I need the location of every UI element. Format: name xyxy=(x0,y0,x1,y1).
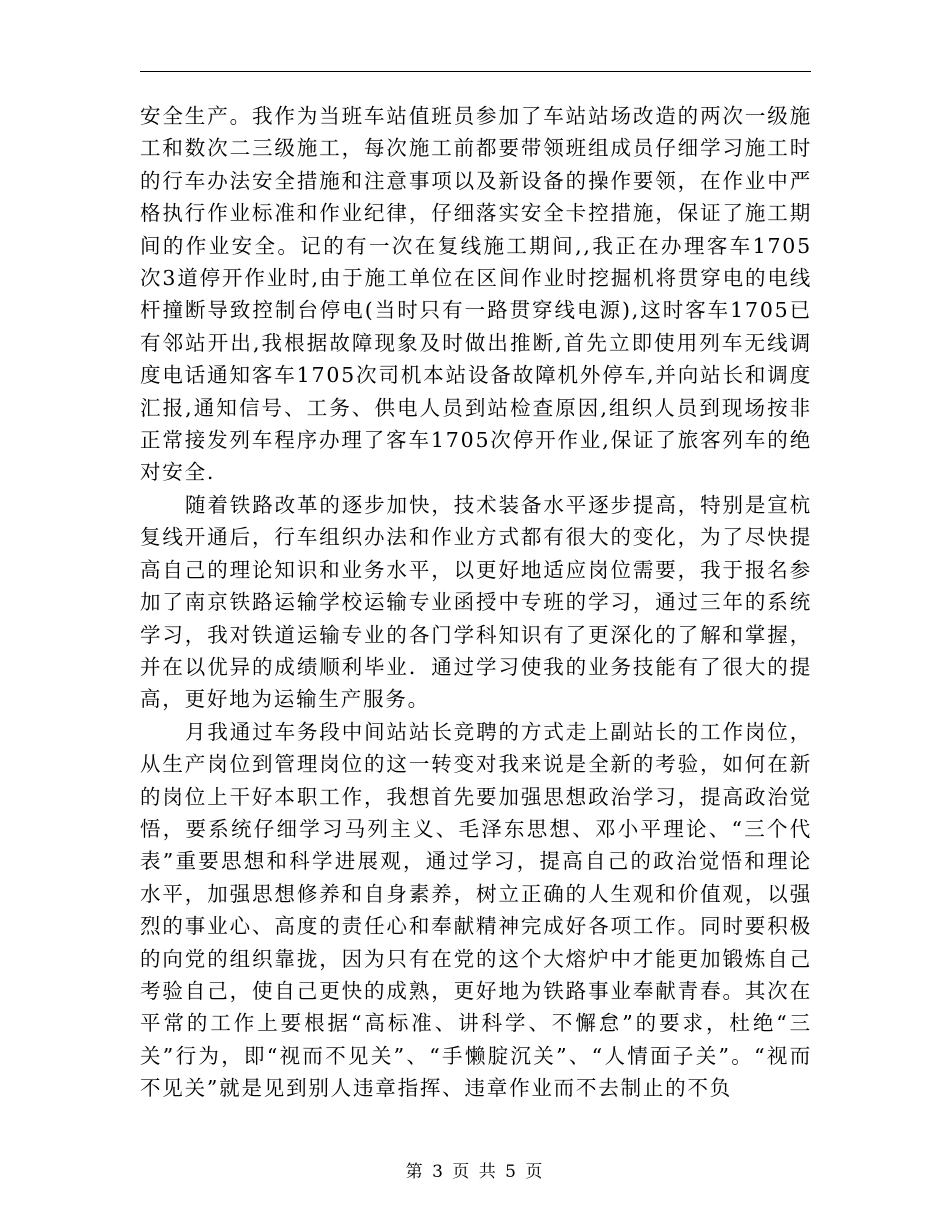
paragraph-3: 月我通过车务段中间站站长竞聘的方式走上副站长的工作岗位，从生产岗位到管理岗位的这一转变对我来说是全新的考验，如何在新的岗位上干好本职工作，我想首先要加强思想政治学习，提高政治觉悟，要系统仔细学习马列主义、毛泽东思想、邓小平理论、“三个代表”重要思想和科学进展观，通过学习，提高自己的政治觉悟和理论水平，加强思想修养和自身素养，树立正确的人生观和价值观，以强烈的事业心、高度的责任心和奉献精神完成好各项工作。同时要积极的向党的组织靠拢，因为只有在党的这个大熔炉中才能更加锻炼自己考验自己，使自己更快的成熟，更好地为铁路事业奉献青春。其次在平常的工作上要根据“高标准、讲科学、不懈怠”的要求，杜绝“三关”行为，即“视而不见关”、“手懒腚沉关”、“人情面子关”。“视而不见关”就是见到别人违章指挥、违章作业而不去制止的不负 xyxy=(140,719,812,1101)
header-rule xyxy=(140,71,811,72)
paragraph-1: 安全生产。我作为当班车站值班员参加了车站站场改造的两次一级施工和数次二三级施工，每次施工前都要带领班组成员仔细学习施工时的行车办法安全措施和注意事项以及新设备的操作要领，在作业中严格执行作业标准和作业纪律，仔细落实安全卡控措施，保证了施工期间的作业安全。记的有一次在复线施工期间,,我正在办理客车1705次3道停开作业时,由于施工单位在区间作业时挖掘机将贯穿电的电线杆撞断导致控制台停电(当时只有一路贯穿线电源),这时客车1705已有邻站开出,我根据故障现象及时做出推断,首先立即使用列车无线调度电话通知客车1705次司机本站设备故障机外停车,并向站长和调度汇报,通知信号、工务、供电人员到站检查原因,组织人员到现场按非正常接发列车程序办理了客车1705次停开作业,保证了旅客列车的绝对安全. xyxy=(140,104,812,485)
page-footer: 第 3 页 共 5 页 xyxy=(405,1162,545,1182)
page-body xyxy=(140,100,812,1105)
paragraph-2: 随着铁路改革的逐步加快，技术装备水平逐步提高，特别是宣杭复线开通后，行车组织办法和作业方式都有很大的变化，为了尽快提高自己的理论知识和业务水平，以更好地适应岗位需要，我于报名参加了南京铁路运输学校运输专业函授中专班的学习，通过三年的系统学习，我对铁道运输专业的各门学科知识有了更深化的了解和掌握，并在以优异的成绩顺利毕业．通过学习使我的业务技能有了很大的提高，更好地为运输生产服务。 xyxy=(140,492,812,712)
